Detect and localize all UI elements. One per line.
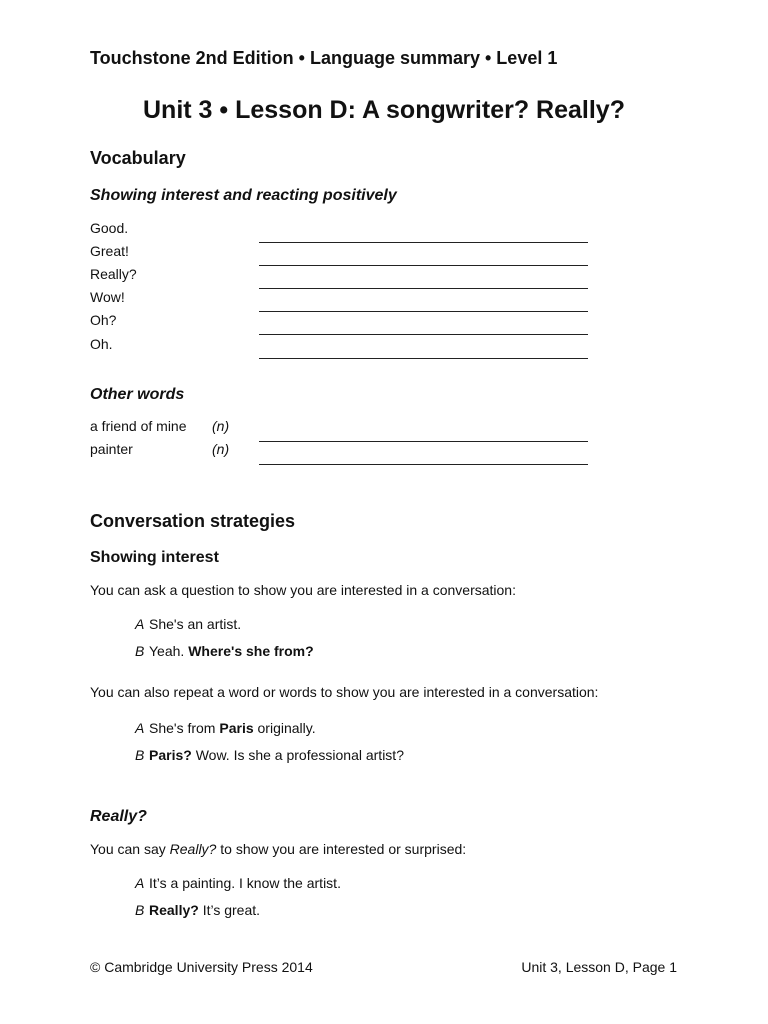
strategies-heading: Conversation strategies [90, 511, 296, 531]
page-number-footer: Unit 3, Lesson D, Page 1 [521, 959, 677, 975]
vocab-item: Really? [90, 266, 137, 282]
repeat-word-intro: You can also repeat a word or words to show you are interested in a conversation: [90, 684, 599, 700]
example-line: It’s a painting. I know the artist. [149, 875, 341, 891]
copyright-footer: © Cambridge University Press 2014 [90, 959, 313, 975]
example-line: Really? It’s great. [149, 902, 261, 918]
answer-line [259, 358, 588, 359]
part-of-speech: (n) [212, 441, 230, 457]
other-word-item: a friend of mine [90, 418, 187, 434]
showing-interest-heading: Showing interest [90, 549, 219, 566]
speaker-label: B [135, 747, 145, 763]
vocabulary-subheading: Showing interest and reacting positively [90, 187, 397, 204]
speaker-label: B [135, 643, 145, 659]
answer-line [259, 288, 588, 289]
example-line: She's an artist. [149, 616, 242, 632]
answer-line [259, 242, 588, 243]
really-heading: Really? [90, 808, 147, 825]
vocab-item: Great! [90, 243, 129, 259]
answer-line [259, 334, 588, 335]
vocab-item: Oh? [90, 312, 117, 328]
example-line: Paris? Wow. Is she a professional artist? [149, 747, 404, 763]
really-intro: You can say Really? to show you are interested or surprised: [90, 841, 467, 857]
example-line: Yeah. Where's she from? [149, 643, 314, 659]
vocabulary-heading: Vocabulary [90, 148, 186, 168]
example-line: She's from Paris originally. [149, 720, 316, 736]
speaker-label: A [135, 720, 145, 736]
answer-line [259, 464, 588, 465]
answer-line [259, 441, 588, 442]
answer-line [259, 311, 588, 312]
speaker-label: A [135, 875, 145, 891]
other-word-item: painter [90, 441, 133, 457]
speaker-label: A [135, 616, 145, 632]
answer-line [259, 265, 588, 266]
vocab-item: Oh. [90, 336, 113, 352]
speaker-label: B [135, 902, 145, 918]
other-words-heading: Other words [90, 386, 185, 403]
document-header: Touchstone 2nd Edition • Language summary • Level 1 [90, 48, 558, 68]
part-of-speech: (n) [212, 418, 230, 434]
vocab-item: Good. [90, 220, 129, 236]
vocab-item: Wow! [90, 289, 125, 305]
showing-interest-intro: You can ask a question to show you are interested in a conversation: [90, 582, 516, 598]
lesson-title: Unit 3 • Lesson D: A songwriter? Really? [143, 96, 625, 124]
